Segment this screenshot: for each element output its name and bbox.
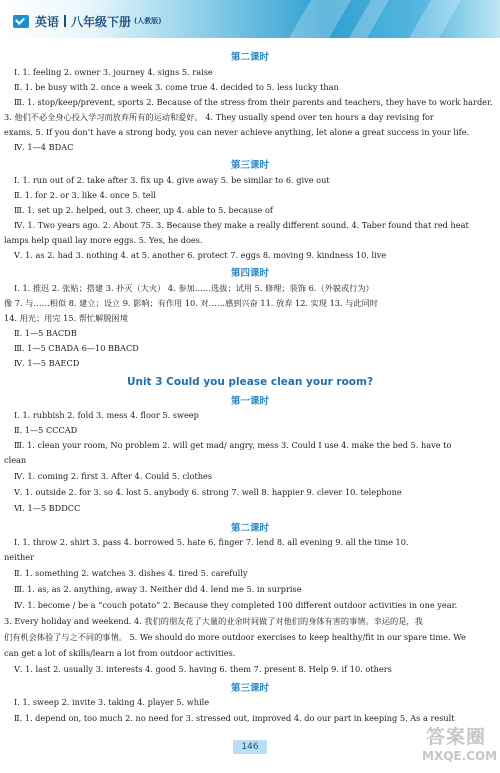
answer-line: Ⅳ. 1. become / be a “couch potato” 2. Because they completed 100 different outdoor activities in one year. — [14, 600, 458, 610]
unit-title: Unit 3 Could you please clean your room? — [126, 376, 374, 388]
answer-line: Ⅲ. 1. as, as 2. anything, away 3. Neither did 4. lend me 5. in surprise — [14, 584, 302, 594]
answer-line: Ⅲ. 1. set up 2. helped, out 3. cheer, up 4. able to 5. because of — [14, 205, 273, 215]
answer-line: clean — [4, 455, 27, 465]
answer-line: 14. 用光；用完 15. 帮忙解脱困境 — [4, 313, 128, 323]
answer-line: Ⅰ. 1. sweep 2. invite 3. taking 4. player 5. while — [14, 697, 210, 707]
answer-line: Ⅱ. 1—5 BACDB — [14, 328, 77, 338]
page-number: 146 — [233, 740, 267, 754]
answer-line: 像 7. 与……相似 8. 建立；设立 9. 影响；有作用 10. 对……感到兴奋 11. 放弃 12. 实现 13. 与此同时 — [4, 298, 378, 308]
lesson-title: 第三课时 — [230, 683, 269, 694]
header-subject: 英语 — [35, 14, 60, 29]
answer-line: Ⅵ. 1—5 BDDCC — [14, 503, 81, 513]
lesson-title: 第四课时 — [230, 268, 269, 279]
answer-line: neither — [4, 552, 35, 562]
answer-line: Ⅱ. 1. something 2. watches 3. dishes 4. tired 5. carefully — [14, 568, 248, 578]
answer-line: Ⅳ. 1. coming 2. first 3. After 4. Could 5. clothes — [14, 471, 213, 481]
watermark-text: 答案圈 — [426, 726, 487, 748]
answer-line: 们有机会体验了与之不同的事情。 5. We should do more outdoor exercises to keep healthy/fit in our spare time. We — [4, 632, 466, 642]
answer-line: Ⅱ. 1. be busy with 2. once a week 3. come true 4. decided to 5. less lucky than — [14, 82, 339, 92]
answer-line: Ⅴ. 1. outside 2. for 3. so 4. lost 5. anybody 6. strong 7. well 8. happier 9. clever 10. telephone — [14, 487, 402, 497]
watermark-url: MXQE.COM — [422, 749, 498, 763]
answer-line: Ⅱ. 1. for 2. or 3. like 4. once 5. tell — [14, 190, 157, 200]
lesson-title: 第三课时 — [230, 160, 269, 171]
lesson-title: 第二课时 — [230, 523, 269, 534]
answer-line: lamps help quail lay more eggs. 5. Yes, he does. — [4, 235, 203, 245]
answer-line: Ⅰ. 1. rubbish 2. fold 3. mess 4. floor 5. sweep — [14, 410, 199, 420]
answer-line: Ⅱ. 1. depend on, too much 2. no need for 3. stressed out, improved 4. do our part in keeping 5. As a result — [14, 713, 455, 723]
answer-line: Ⅲ. 1. clean your room, No problem 2. will get mad/ angry, mess 3. Could I use 4. make the bed 5. have to — [14, 440, 452, 450]
answer-line: exams. 5. If you don’t have a strong body, you can never achieve anything, let alone a great success in your life. — [4, 127, 470, 137]
lesson-title: 第二课时 — [230, 52, 269, 63]
header-edition: (人教版) — [134, 17, 162, 25]
answer-line: 3. Every holiday and weekend. 4. 我们的朋友花了大量的业余时间做了对他们的身体有害的事情。幸运的是，我 — [4, 616, 423, 626]
answer-line: Ⅲ. 1—5 CBADA 6—10 BBACD — [14, 343, 139, 353]
answer-line: 3. 他们不必全身心投入学习而放弃所有的运动和爱好。 4. They usually spend over ten hours a day revising for — [4, 112, 434, 122]
answer-line: Ⅰ. 1. run out of 2. take after 3. fix up 4. give away 5. be similar to 6. give out — [14, 175, 330, 185]
answer-line: Ⅴ. 1. last 2. usually 3. interests 4. good 5. having 6. them 7. present 8. Help 9. if 10. others — [14, 664, 392, 674]
watermark-logo — [420, 722, 496, 768]
answer-line: Ⅰ. 1. throw 2. shirt 3. pass 4. borrowed 5. hate 6. finger 7. lend 8. all evening 9. all the time 10. — [14, 537, 409, 547]
answer-line: Ⅳ. 1. Two years ago. 2. About 75. 3. Because they make a really different sound. 4. Taber found that red heat — [14, 220, 469, 230]
answer-line: can get a lot of skills/learn a lot from outdoor activities. — [4, 648, 236, 658]
answer-line: Ⅲ. 1. stop/keep/prevent, sports 2. Because of the stress from their parents and teachers, they have to work harder. — [14, 97, 493, 107]
answer-line: Ⅰ. 1. feeling 2. owner 3. journey 4. signs 5. raise — [14, 67, 213, 77]
answer-line: Ⅳ. 1—4 BDAC — [14, 142, 74, 152]
answer-line: Ⅳ. 1—5 BAECD — [14, 358, 80, 368]
lesson-title: 第一课时 — [230, 396, 269, 407]
header-grade: 八年级下册 — [71, 14, 132, 29]
answer-line: Ⅱ. 1—5 CCCAD — [14, 425, 78, 435]
answer-line: Ⅴ. 1. as 2. had 3. nothing 4. at 5. another 6. protect 7. eggs 8. moving 9. kindness 10. live — [14, 250, 387, 260]
answer-line: Ⅰ. 1. 推迟 2. 张贴；搭建 3. 扑灭（大火） 4. 参加……选拔；试用 5. 修理；装饰 6.（外貌或行为） — [14, 283, 374, 293]
